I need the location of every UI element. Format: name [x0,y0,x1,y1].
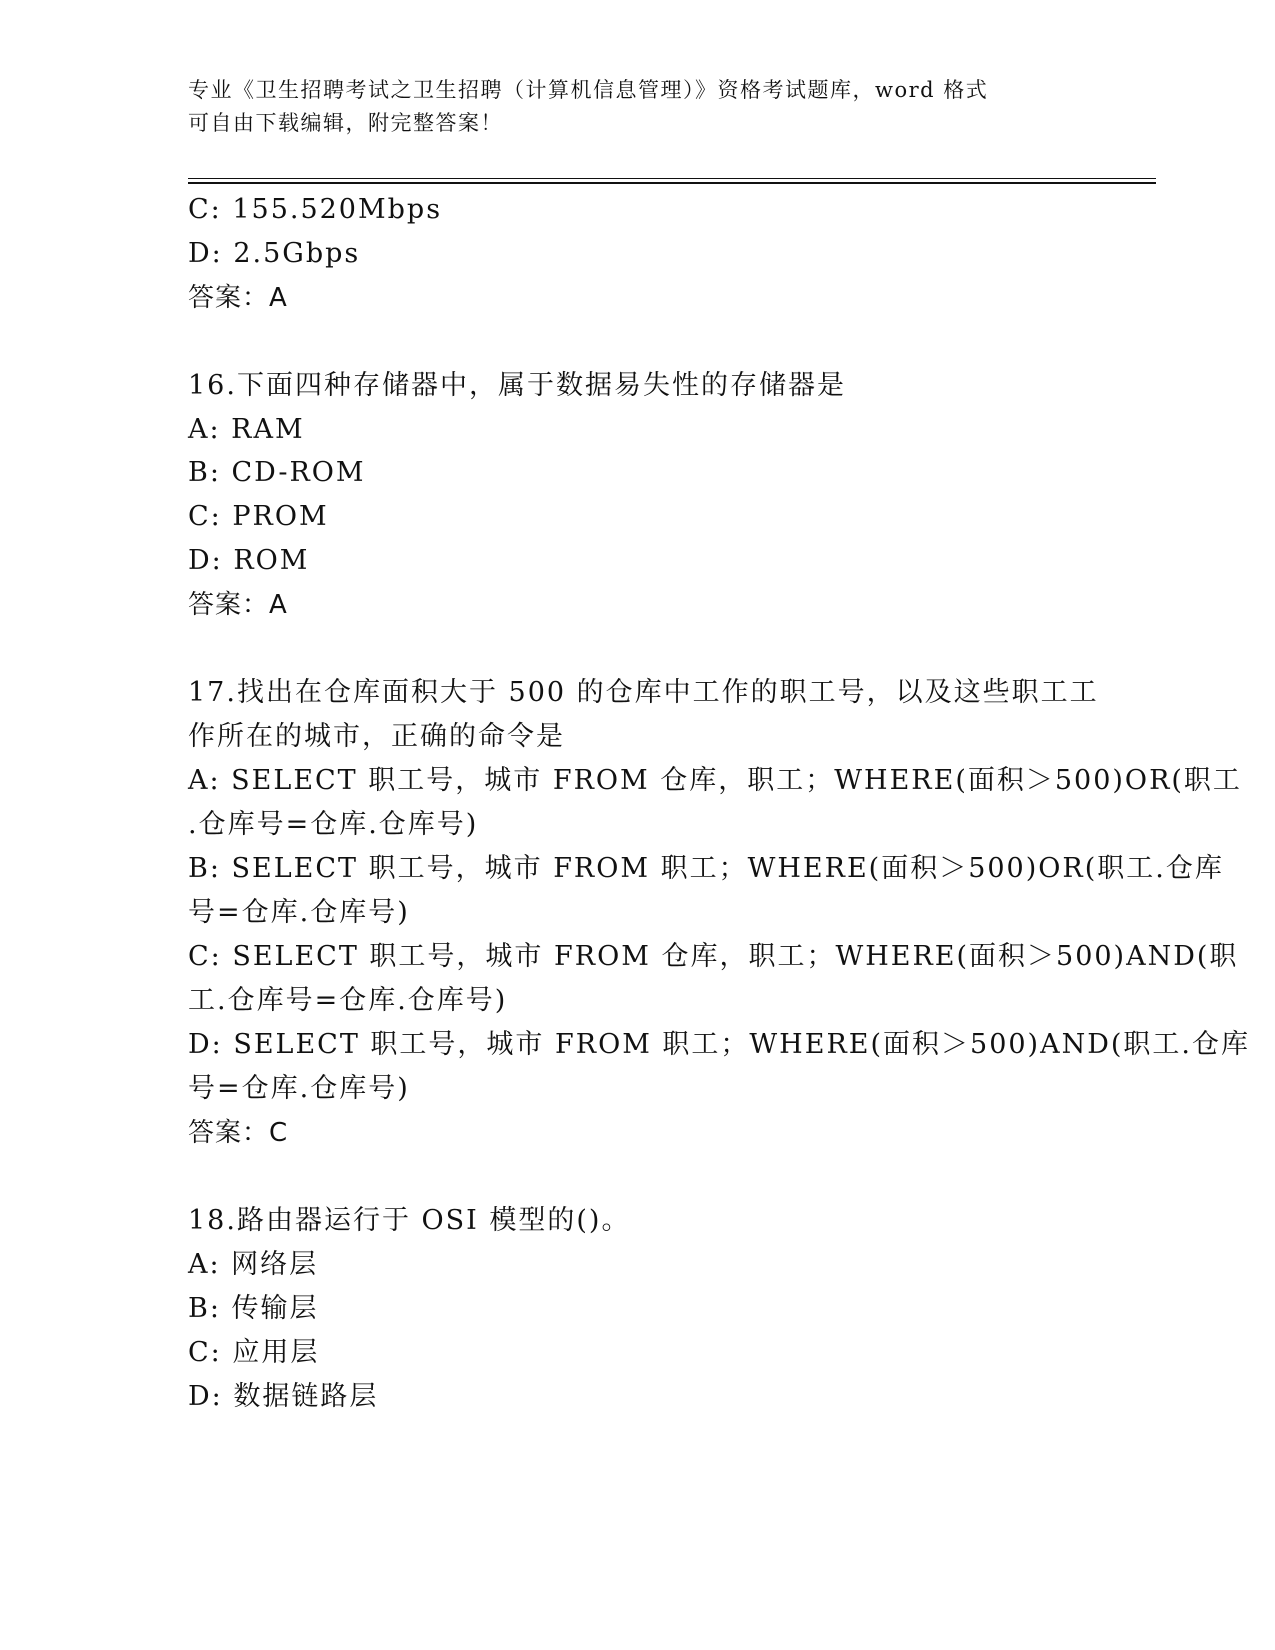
q18-stem: 18.路由器运行于 OSI 模型的()。 [188,1205,631,1236]
q16-stem: 16.下面四种存储器中，属于数据易失性的存储器是 [188,370,846,401]
q17-option-d-line-2: 号=仓库.仓库号) [188,1073,410,1104]
q17-answer: 答案：C [188,1118,289,1148]
header-divider-top [188,178,1156,179]
q17-stem-line-2: 作所在的城市，正确的命令是 [188,721,565,752]
q18-option-a: A: 网络层 [188,1249,319,1280]
q18-option-b: B: 传输层 [188,1293,319,1324]
q17-option-c-line-2: 工.仓库号=仓库.仓库号) [188,985,508,1016]
q16-answer: 答案：A [188,590,288,620]
q16-option-b: B: CD-ROM [188,457,366,488]
q17-option-c-line-1: C: SELECT 职工号，城市 FROM 仓库，职工；WHERE(面积＞500)AND(职 [188,941,1239,972]
header-line-2: 可自由下载编辑，附完整答案！ [188,111,503,135]
q16-option-a: A: RAM [188,414,305,445]
header-divider-bottom [188,182,1156,184]
q16-option-d: D: ROM [188,545,310,576]
q17-option-d-line-1: D: SELECT 职工号，城市 FROM 职工；WHERE(面积＞500)AND(职工.仓库 [188,1029,1250,1060]
prev-option-c: C: 155.520Mbps [188,194,443,225]
document-header [188,74,1068,140]
q17-option-a-line-2: .仓库号=仓库.仓库号) [188,809,479,840]
q17-option-b-line-1: B: SELECT 职工号，城市 FROM 职工；WHERE(面积＞500)OR(职工.仓库 [188,853,1224,884]
prev-option-d: D: 2.5Gbps [188,238,361,269]
q17-option-a-line-1: A: SELECT 职工号，城市 FROM 仓库，职工；WHERE(面积＞500)OR(职工 [188,765,1242,796]
q18-option-c: C: 应用层 [188,1337,320,1368]
q17-option-b-line-2: 号=仓库.仓库号) [188,897,410,928]
q18-option-d: D: 数据链路层 [188,1381,379,1412]
header-line-1: 专业《卫生招聘考试之卫生招聘（计算机信息管理）》资格考试题库，word 格式 [188,78,989,102]
q17-stem-line-1: 17.找出在仓库面积大于 500 的仓库中工作的职工号，以及这些职工工 [188,677,1099,708]
prev-answer: 答案：A [188,283,288,313]
q16-option-c: C: PROM [188,501,329,532]
